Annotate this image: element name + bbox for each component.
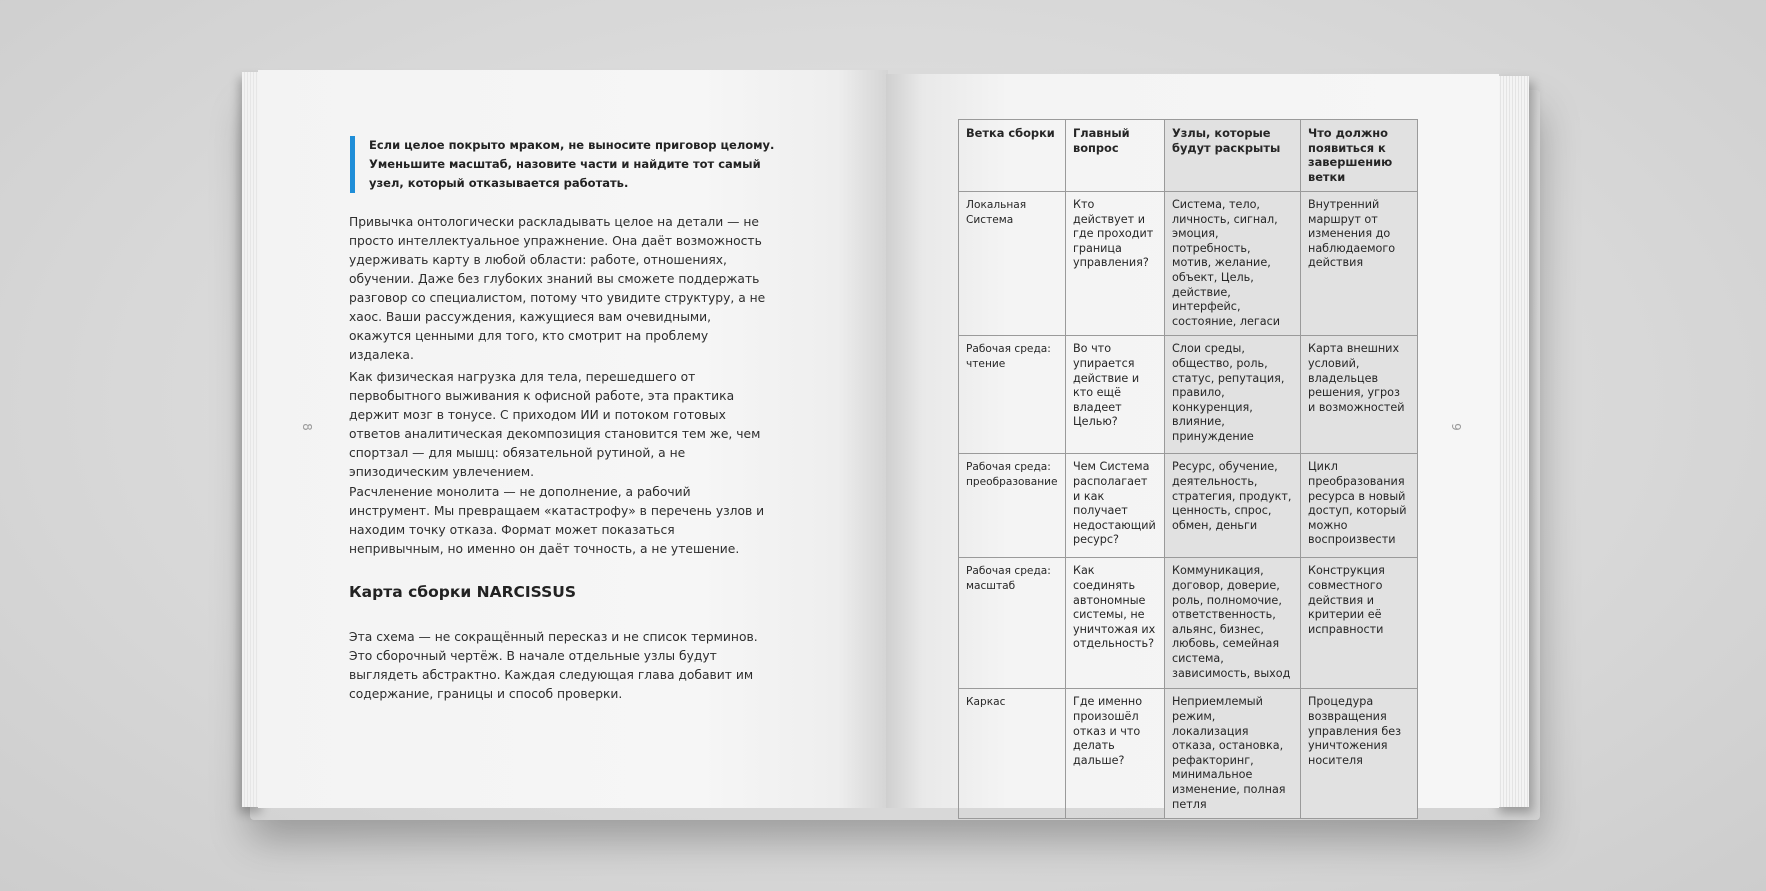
table-cell: Система, тело, личность, сигнал, эмоция, потребность, мотив, желание, объект, Цель, действие, интерфейс, состояние, легаси (1165, 192, 1301, 336)
paragraph: Привычка онтологически раскладывать целое на детали — не просто интеллектуальное упражнение. Она даёт возможность удерживать карту в любой области: работе, отношениях, обучении. Даже без глубоких знаний вы сможете поддержать разговор со специалистом, потому что увидите структуру, а не хаос. Ваши рассуждения, кажущиеся вам очевидными, окажутся ценными для того, кто смотрит на проблему издалека. (349, 215, 766, 362)
table-cell: Рабочая среда: чтение (959, 336, 1066, 454)
table-header-row (959, 120, 1418, 192)
paragraph: Как физическая нагрузка для тела, перешедшего от первобытного выживания к офисной работе, эта практика держит мозг в тонусе. С приходом ИИ и потоком готовых ответов аналитическая декомпозиция становится тем же, чем спортзал — для мышц: обязательной рутиной, а не эпизодическим увлечением. (349, 370, 761, 479)
table-cell: Локальная Система (959, 192, 1066, 336)
table-cell: Карта внешних условий, владельцев решения, угроз и возможностей (1301, 336, 1418, 454)
column-header: Что должно появиться к завершению ветки (1301, 120, 1418, 192)
assembly-map-table (958, 119, 1418, 819)
column-header: Главный вопрос (1066, 120, 1165, 192)
table-cell: Коммуникация, договор, доверие, роль, полномочие, ответственность, альянс, бизнес, любовь, семейная система, зависимость, выход (1165, 558, 1301, 689)
table-cell: Рабочая среда: преобразование (959, 454, 1066, 558)
column-header: Ветка сборки (959, 120, 1066, 192)
table-cell: Ресурс, обучение, деятельность, стратегия, продукт, ценность, спрос, обмен, деньги (1165, 454, 1301, 558)
table-cell: Во что упирается действие и кто ещё владеет Целью? (1066, 336, 1165, 454)
table-cell: Каркас (959, 689, 1066, 819)
table-cell: Рабочая среда: масштаб (959, 558, 1066, 689)
table-row (959, 689, 1418, 819)
table-row (959, 454, 1418, 558)
table-cell: Как соединять автономные системы, не уничтожая их отдельность? (1066, 558, 1165, 689)
table-cell: Неприемлемый режим, локализация отказа, остановка, рефакторинг, минимальное изменение, полная петля (1165, 689, 1301, 819)
paragraph: Расчленение монолита — не дополнение, а рабочий инструмент. Мы превращаем «катастрофу» в перечень узлов и находим точку отказа. Формат может показаться непривычным, но именно он даёт точность, а не утешение. (349, 485, 765, 556)
table-cell: Процедура возвращения управления без уничтожения носителя (1301, 689, 1418, 819)
table-cell: Кто действует и где проходит граница управления? (1066, 192, 1165, 336)
table-cell: Цикл преобразования ресурса в новый доступ, который можно воспроизвести (1301, 454, 1418, 558)
paragraph: Эта схема — не сокращённый пересказ и не список терминов. Это сборочный чертёж. В начале отдельные узлы будут выглядеть абстрактно. Каждая следующая глава добавит им содержание, границы и способ проверки. (349, 630, 758, 701)
table-row (959, 336, 1418, 454)
page-stack-right (1495, 76, 1529, 807)
page-number-left: 8 (299, 423, 314, 431)
column-header: Узлы, которые будут раскрыты (1165, 120, 1301, 192)
page-number-right: 9 (1448, 423, 1463, 431)
table-cell: Внутренний маршрут от изменения до наблюдаемого действия (1301, 192, 1418, 336)
table-row (959, 558, 1418, 689)
table-cell: Где именно произошёл отказ и что делать дальше? (1066, 689, 1165, 819)
pull-quote: Если целое покрыто мраком, не выносите приговор целому. Уменьшите масштаб, назовите части и найдите тот самый узел, который отказывается работать. (350, 136, 789, 193)
section-heading: Карта сборки NARCISSUS (349, 583, 577, 601)
table-cell: Слои среды, общество, роль, статус, репутация, правило, конкуренция, влияние, принуждение (1165, 336, 1301, 454)
table-cell: Чем Система располагает и как получает недостающий ресурс? (1066, 454, 1165, 558)
table-cell: Конструкция совместного действия и критерии её исправности (1301, 558, 1418, 689)
table-row (959, 192, 1418, 336)
